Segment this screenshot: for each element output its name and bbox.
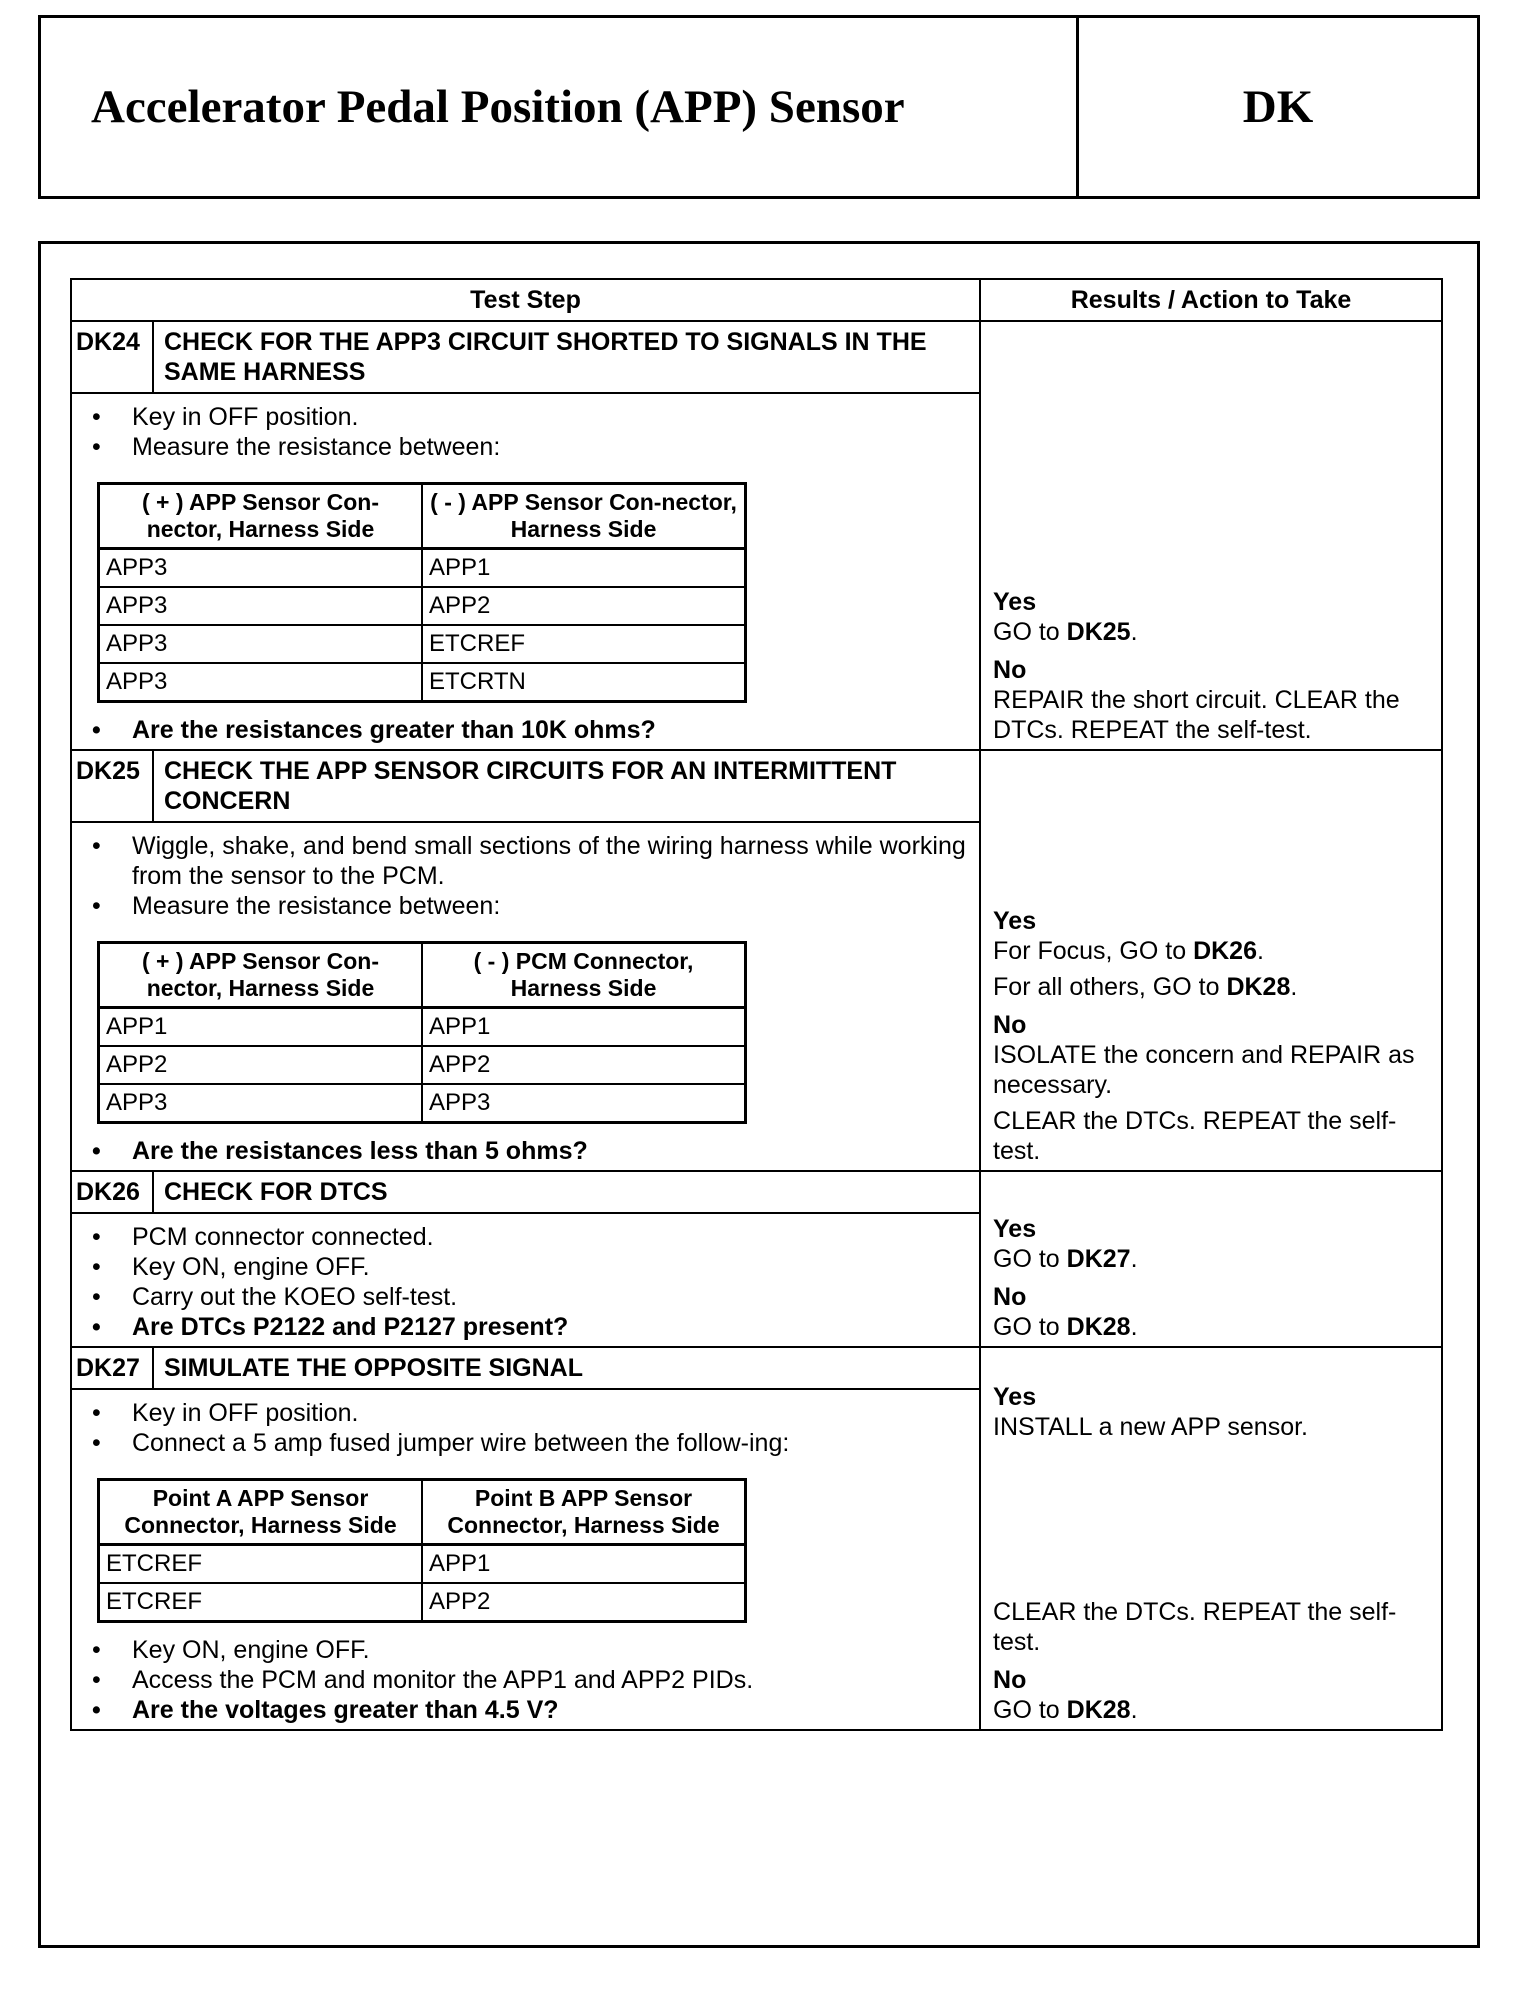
cell: APP1 [422, 1545, 746, 1584]
step-body [71, 1389, 980, 1730]
test-step-header: Test Step [71, 279, 980, 321]
table-row [99, 1545, 746, 1584]
no-label: No [993, 1011, 1027, 1039]
no-action: GO to DK28. [993, 1313, 1138, 1341]
step-title: SIMULATE THE OPPOSITE SIGNAL [153, 1347, 980, 1389]
step-link[interactable]: DK26 [1193, 937, 1257, 965]
bullet: • Measure the resistance between: [82, 432, 973, 462]
yes-action: INSTALL a new APP sensor. [993, 1413, 1309, 1441]
step-results [980, 321, 1442, 750]
cell: APP2 [99, 1046, 423, 1084]
cell: ETCREF [99, 1545, 423, 1584]
page-title: Accelerator Pedal Position (APP) Sensor [91, 81, 905, 133]
step-title-row [71, 1171, 1442, 1213]
section-code: DK [1242, 81, 1314, 133]
step-results [980, 1171, 1442, 1347]
no-label: No [993, 1283, 1027, 1311]
cell: APP1 [99, 1008, 423, 1047]
measurement-table [97, 941, 747, 1124]
table-row [99, 1583, 746, 1622]
step-id: DK26 [71, 1171, 153, 1213]
table-row [99, 549, 746, 588]
cell: ETCREF [99, 1583, 423, 1622]
bullet: • Measure the resistance between: [82, 891, 973, 921]
cell: APP3 [99, 587, 423, 625]
bullet: • PCM connector connected. [82, 1222, 973, 1252]
yes-action: GO to DK25. [993, 618, 1138, 646]
step-body [71, 393, 980, 750]
yes-action: For all others, GO to DK28. [993, 973, 1298, 1001]
bullet: • Key in OFF position. [82, 402, 973, 432]
no-action: ISOLATE the concern and REPAIR as necessary. [993, 1041, 1415, 1099]
table-row [99, 587, 746, 625]
yes-label: Yes [993, 588, 1037, 616]
cell: ETCREF [422, 625, 746, 663]
bullet: • Connect a 5 amp fused jumper wire between the follow-ing: [82, 1428, 973, 1458]
yes-label: Yes [993, 1215, 1037, 1243]
sub-header: ( + ) APP Sensor Con-nector, Harness Side [99, 484, 423, 549]
measurement-table [97, 482, 747, 703]
cell: APP2 [422, 1583, 746, 1622]
step-results [980, 1347, 1442, 1730]
table-header-row [71, 279, 1442, 321]
bullet: • Key ON, engine OFF. [82, 1252, 973, 1282]
yes-action: CLEAR the DTCs. REPEAT the self-test. [993, 1598, 1397, 1656]
step-title: CHECK FOR THE APP3 CIRCUIT SHORTED TO SIGNALS IN THE SAME HARNESS [153, 321, 980, 393]
question: • Are the voltages greater than 4.5 V? [82, 1695, 973, 1725]
table-row [99, 625, 746, 663]
step-id: DK24 [71, 321, 153, 393]
step-link[interactable]: DK28 [1066, 1696, 1131, 1724]
sub-header: ( - ) APP Sensor Con-nector, Harness Side [422, 484, 746, 549]
step-link[interactable]: DK25 [1066, 618, 1131, 646]
cell: APP1 [422, 549, 746, 588]
step-body [71, 822, 980, 1171]
cell: APP1 [422, 1008, 746, 1047]
table-row [99, 1046, 746, 1084]
sub-header: ( + ) APP Sensor Con-nector, Harness Side [99, 943, 423, 1008]
step-id: DK25 [71, 750, 153, 822]
step-link[interactable]: DK27 [1066, 1245, 1131, 1273]
yes-label: Yes [993, 907, 1037, 935]
cell: APP3 [99, 549, 423, 588]
bullet: • Access the PCM and monitor the APP1 and APP2 PIDs. [82, 1665, 973, 1695]
no-action: CLEAR the DTCs. REPEAT the self-test. [993, 1107, 1397, 1165]
step-results [980, 750, 1442, 1171]
step-title: CHECK THE APP SENSOR CIRCUITS FOR AN INTERMITTENT CONCERN [153, 750, 980, 822]
header-box [38, 15, 1480, 199]
cell: ETCRTN [422, 663, 746, 702]
step-title-row [71, 321, 1442, 393]
table-row [99, 1084, 746, 1123]
sub-header: Point A APP Sensor Connector, Harness Side [99, 1480, 423, 1545]
cell: APP2 [422, 587, 746, 625]
no-label: No [993, 1666, 1027, 1694]
step-title-row [71, 750, 1442, 822]
table-row [99, 1008, 746, 1047]
question: • Are DTCs P2122 and P2127 present? [82, 1312, 973, 1342]
step-id: DK27 [71, 1347, 153, 1389]
yes-action: GO to DK27. [993, 1245, 1138, 1273]
results-header: Results / Action to Take [980, 279, 1442, 321]
question: • Are the resistances less than 5 ohms? [82, 1136, 973, 1166]
cell: APP2 [422, 1046, 746, 1084]
diagnostic-table [70, 278, 1443, 1731]
step-link[interactable]: DK28 [1226, 973, 1291, 1001]
step-link[interactable]: DK28 [1066, 1313, 1131, 1341]
sub-header: ( - ) PCM Connector, Harness Side [422, 943, 746, 1008]
table-row [99, 663, 746, 702]
jumper-table [97, 1478, 747, 1623]
yes-action: For Focus, GO to DK26. [993, 937, 1264, 965]
step-body [71, 1213, 980, 1347]
yes-label: Yes [993, 1383, 1037, 1411]
no-action: REPAIR the short circuit. CLEAR the DTCs. REPEAT the self-test. [993, 686, 1400, 744]
question: • Are the resistances greater than 10K ohms? [82, 715, 973, 745]
step-title-row [71, 1347, 1442, 1389]
bullet: • Wiggle, shake, and bend small sections of the wiring harness while working from the sensor to the PCM. [82, 831, 973, 891]
cell: APP3 [99, 663, 423, 702]
no-action: GO to DK28. [993, 1696, 1138, 1724]
step-title: CHECK FOR DTCS [153, 1171, 980, 1213]
bullet: • Carry out the KOEO self-test. [82, 1282, 973, 1312]
cell: APP3 [99, 1084, 423, 1123]
no-label: No [993, 656, 1027, 684]
sub-header: Point B APP Sensor Connector, Harness Side [422, 1480, 746, 1545]
bullet: • Key ON, engine OFF. [82, 1635, 973, 1665]
cell: APP3 [422, 1084, 746, 1123]
cell: APP3 [99, 625, 423, 663]
bullet: • Key in OFF position. [82, 1398, 973, 1428]
